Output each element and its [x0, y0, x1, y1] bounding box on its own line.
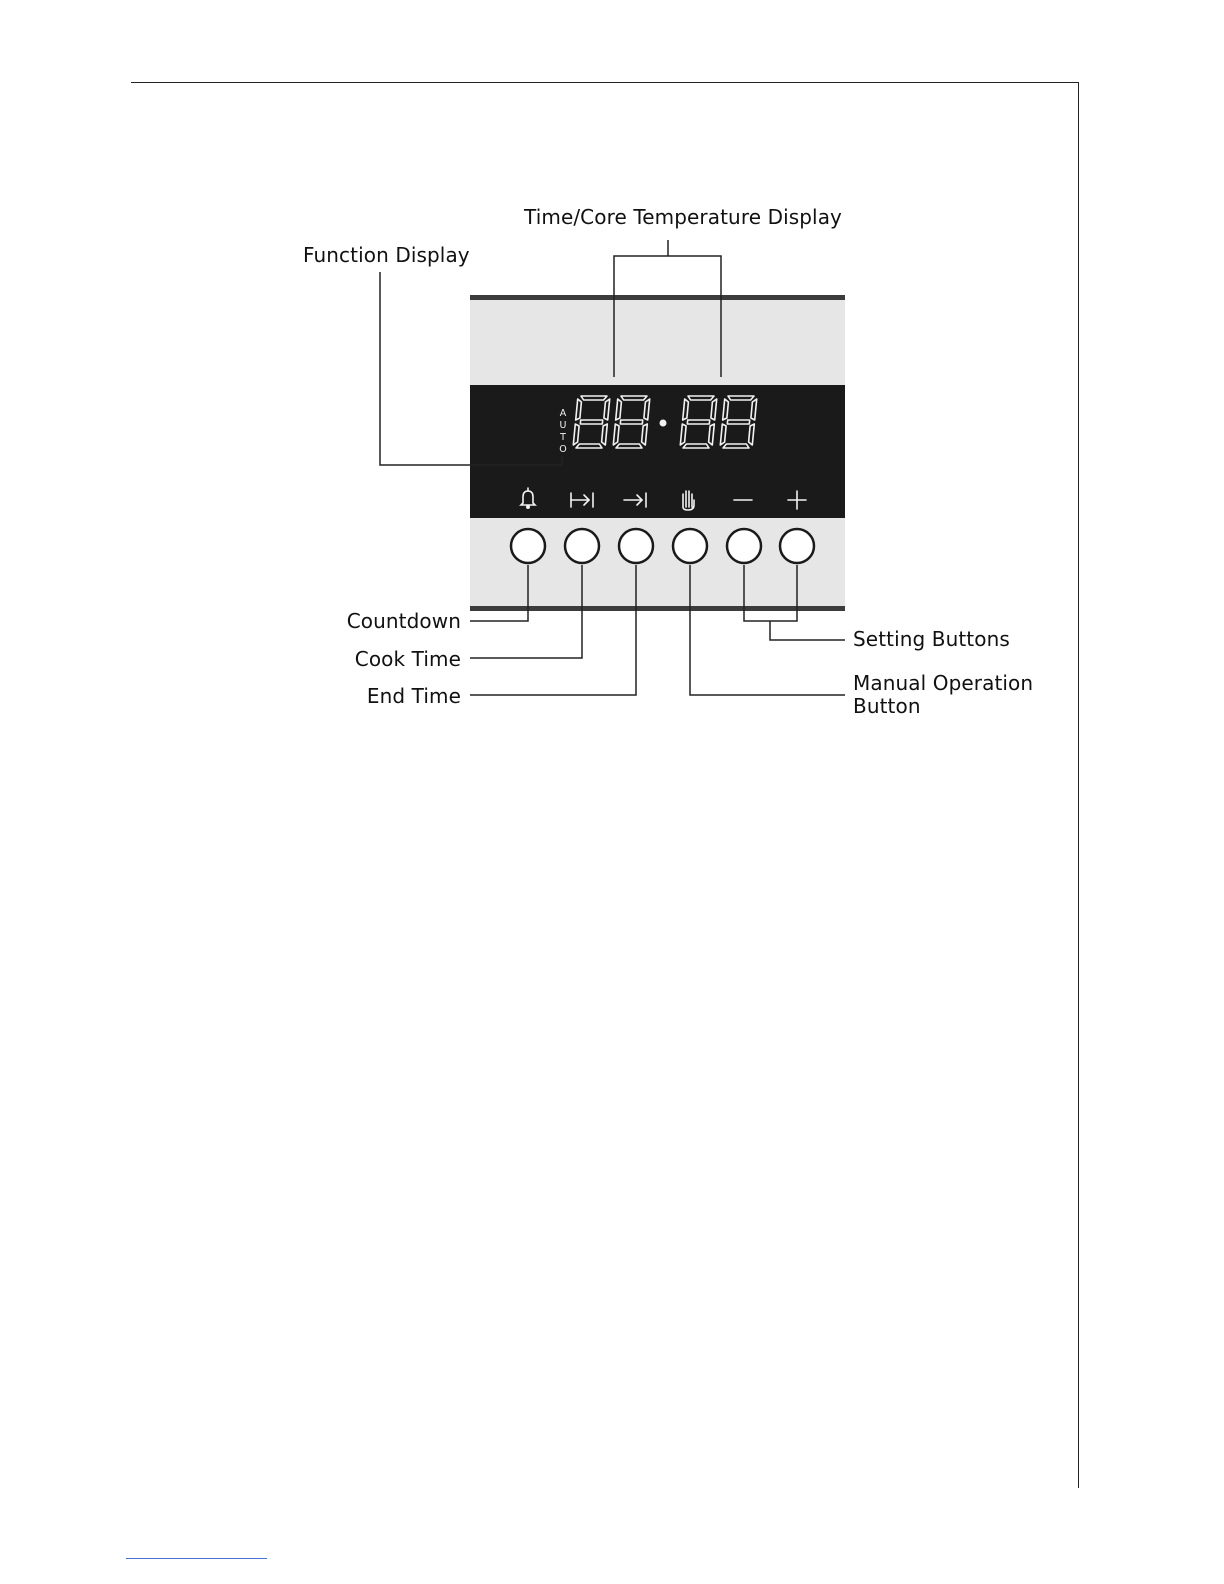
panel-bottom-edge — [470, 606, 845, 611]
function-display-label: Function Display — [303, 243, 470, 267]
cook-time-label: Cook Time — [354, 647, 461, 671]
plus-button[interactable] — [780, 529, 814, 563]
cook-time-button[interactable] — [565, 529, 599, 563]
setting-buttons-leader — [770, 621, 845, 640]
auto-letter: T — [560, 432, 566, 443]
end-time-button[interactable] — [619, 529, 653, 563]
setting-buttons-label: Setting Buttons — [853, 627, 1010, 651]
countdown-button[interactable] — [511, 529, 545, 563]
auto-letter: A — [559, 408, 567, 419]
end-time-label: End Time — [366, 684, 461, 708]
panel-top-edge — [470, 295, 845, 300]
display-strip — [470, 385, 845, 518]
manual-operation-label-line2: Button — [853, 694, 921, 718]
display-colon-dot — [660, 420, 667, 427]
minus-button[interactable] — [727, 529, 761, 563]
manual-operation-button[interactable] — [673, 529, 707, 563]
time-core-temperature-display-label: Time/Core Temperature Display — [524, 205, 842, 229]
auto-letter: O — [559, 444, 567, 455]
manual-operation-label-line1: Manual Operation — [853, 671, 1034, 695]
manual-operation-button-label — [853, 672, 1033, 718]
countdown-label: Countdown — [346, 609, 461, 633]
auto-letter: U — [559, 420, 567, 431]
auto-indicator — [559, 408, 567, 455]
